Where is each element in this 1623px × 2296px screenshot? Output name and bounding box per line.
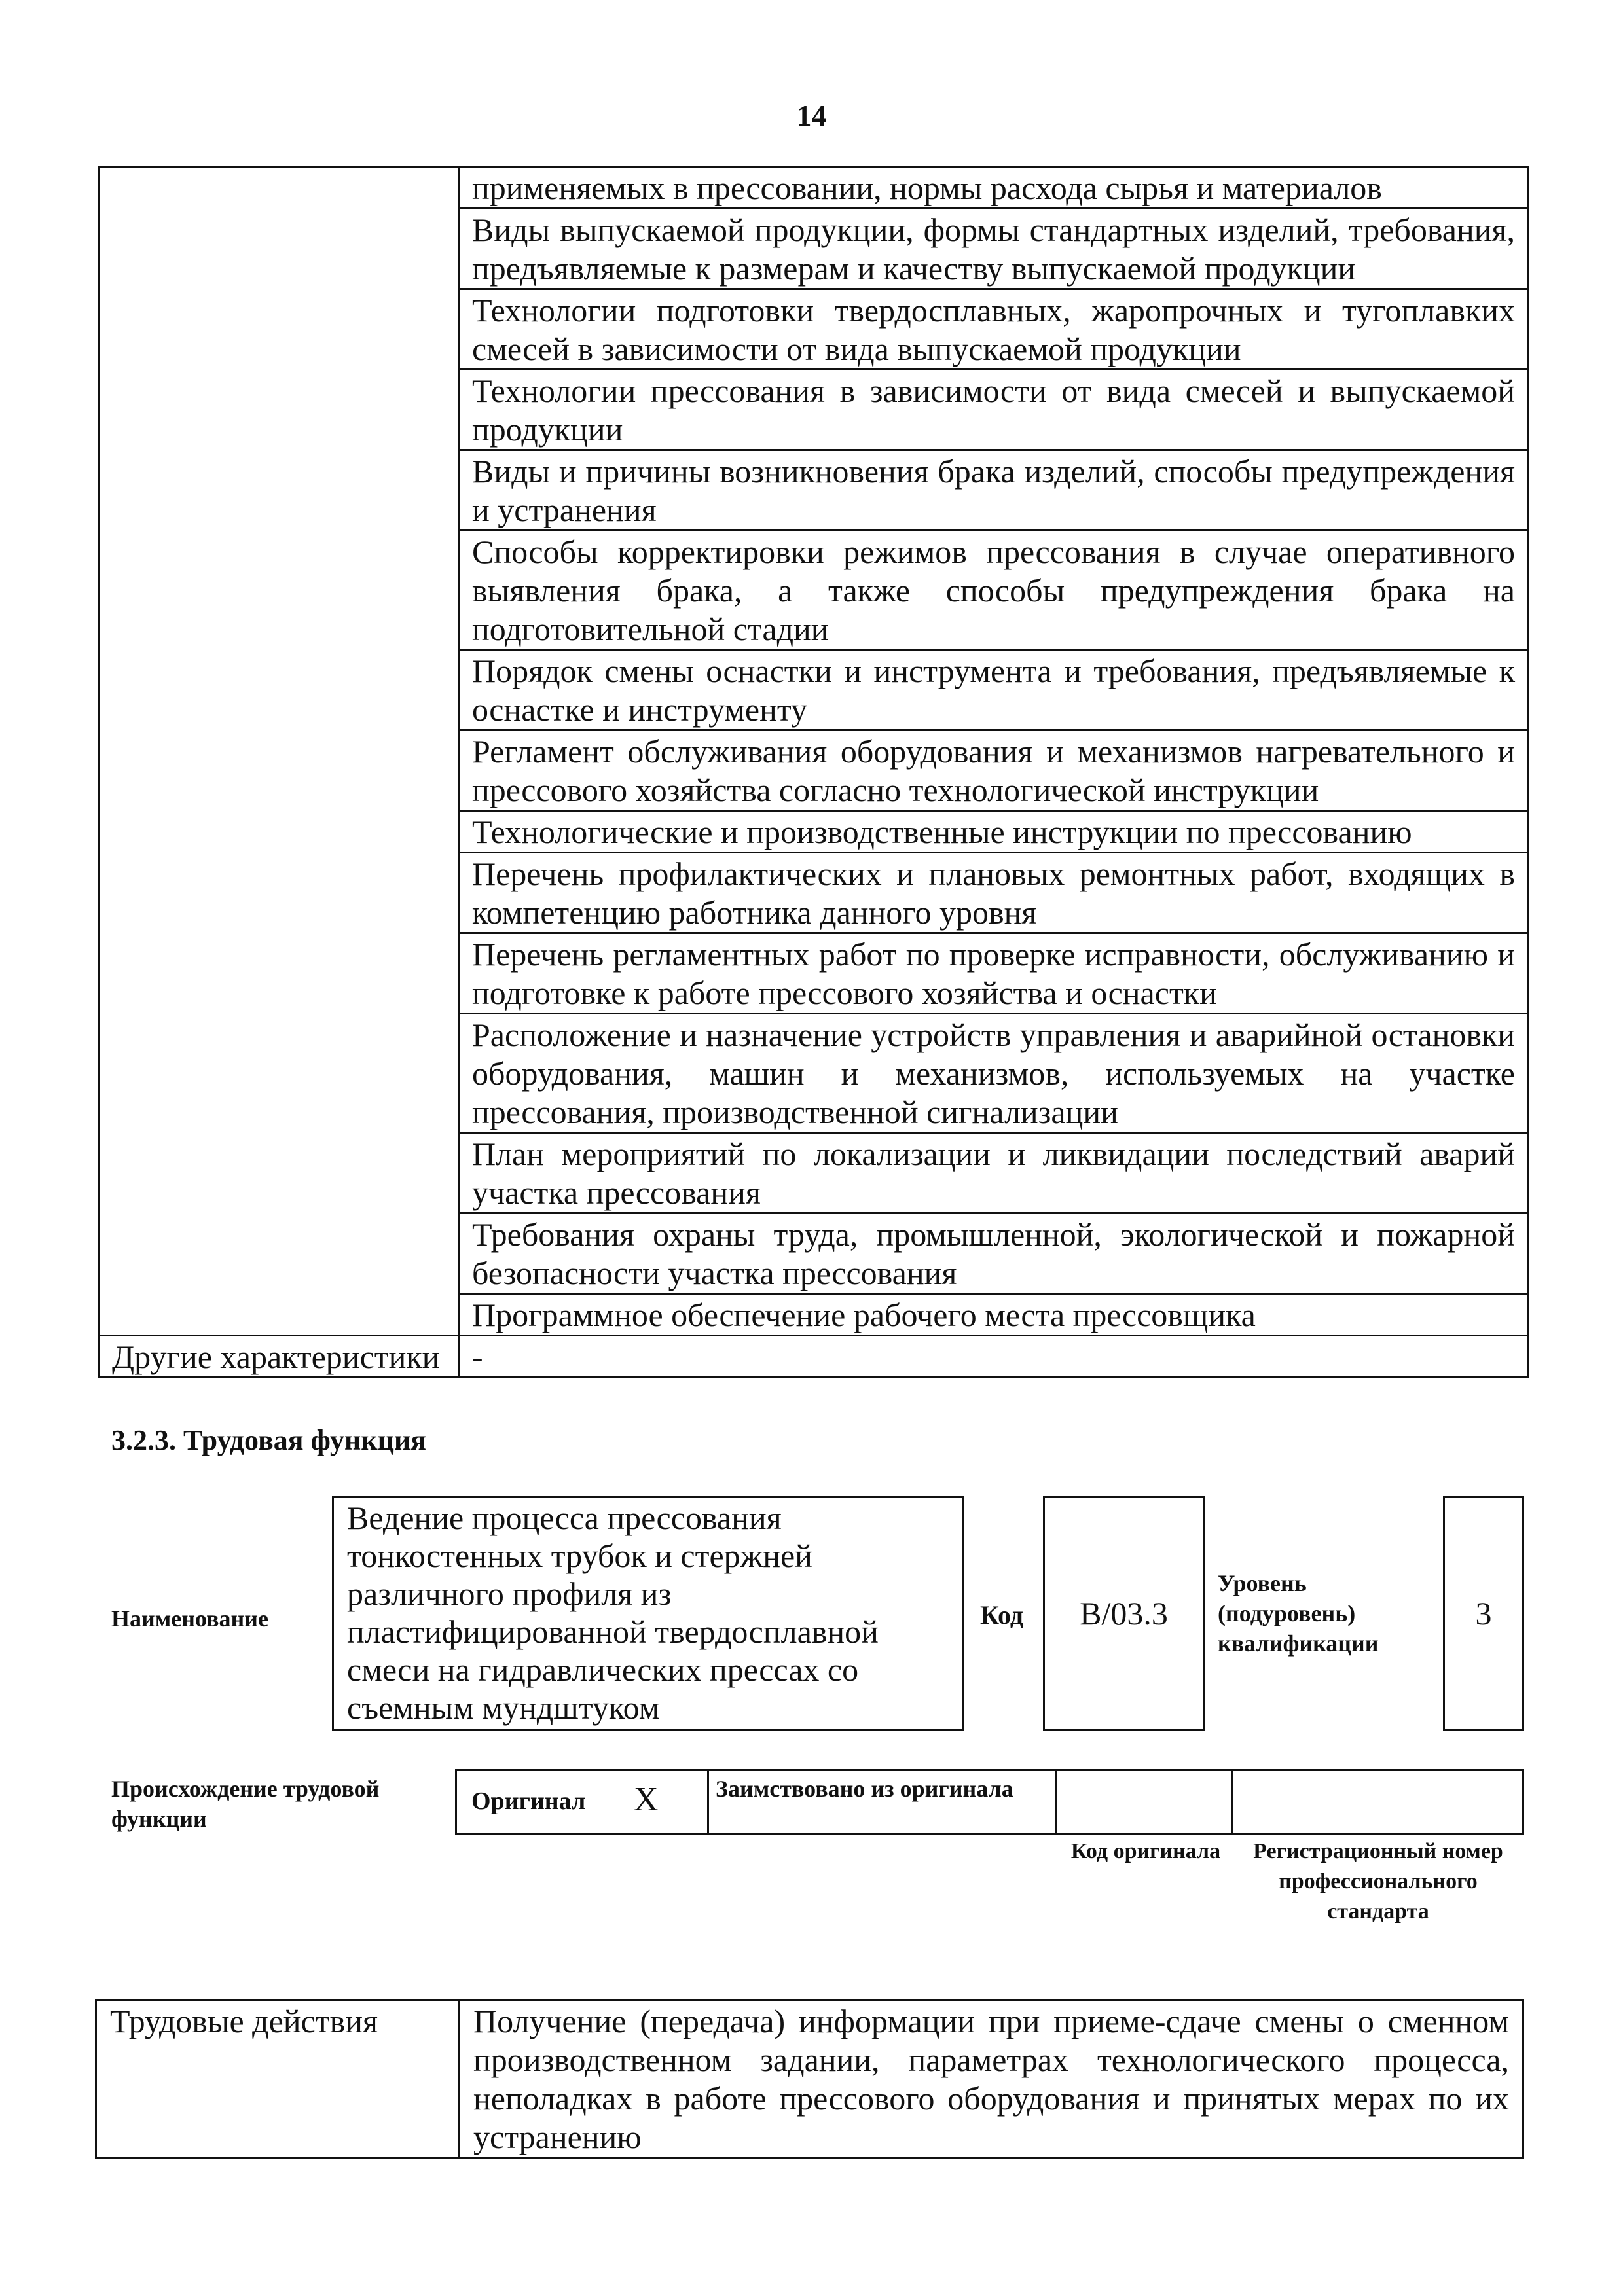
knowledge-item: Перечень регламентных работ по проверке исправности, обслуживанию и подготовке к работе прессового хозяйства и оснастки — [460, 933, 1528, 1014]
original-cell — [457, 1771, 709, 1833]
function-name-box: Ведение процесса прессования тонкостенных трубок и стержней различного профиля из пластифицированной твердосплавной смеси на гидравлических прессах со съемным мундштуком — [332, 1496, 964, 1731]
knowledge-item: План мероприятий по локализации и ликвидации последствий аварий участка прессования — [460, 1133, 1528, 1213]
knowledge-item: Регламент обслуживания оборудования и механизмов нагревательного и прессового хозяйства согласно технологической инструкции — [460, 730, 1528, 811]
name-label: Наименование — [111, 1605, 268, 1632]
level-label: Уровень (подуровень) квалификации — [1218, 1570, 1379, 1657]
knowledge-item: Перечень профилактических и плановых ремонтных работ, входящих в компетенцию работника данного уровня — [460, 853, 1528, 933]
origin-row — [455, 1769, 1524, 1835]
knowledge-item: Расположение и назначение устройств управления и аварийной остановки оборудования, машин и механизмов, используемых на участке прессования, производственной сигнализации — [460, 1014, 1528, 1133]
table-row — [96, 2000, 1523, 2158]
table-row — [100, 167, 1528, 209]
code-value-box: B/03.3 — [1043, 1496, 1205, 1731]
knowledge-item: Способы корректировки режимов прессования в случае оперативного выявления брака, а также способы предупреждения брака на подготовительной стадии — [460, 531, 1528, 650]
knowledge-table — [98, 166, 1529, 1378]
original-label: Оригинал — [471, 1787, 586, 1815]
knowledge-item: применяемых в прессовании, нормы расхода сырья и материалов — [460, 167, 1528, 209]
knowledge-item: Технологии подготовки твердосплавных, жаропрочных и тугоплавких смесей в зависимости от вида выпускаемой продукции — [460, 289, 1528, 370]
knowledge-label-cell — [100, 167, 460, 1336]
table-row — [100, 1336, 1528, 1378]
borrowed-cell — [709, 1771, 1057, 1833]
knowledge-item: Требования охраны труда, промышленной, экологической и пожарной безопасности участка прессования — [460, 1213, 1528, 1294]
labor-actions-table — [95, 1999, 1524, 2159]
level-value-box: 3 — [1443, 1496, 1524, 1731]
registration-number-cell — [1233, 1771, 1522, 1833]
knowledge-item: Виды выпускаемой продукции, формы стандартных изделий, требования, предъявляемые к размерам и качеству выпускаемой продукции — [460, 209, 1528, 289]
page-number: 14 — [796, 99, 827, 132]
other-characteristics-value: - — [460, 1336, 1528, 1378]
section-title: 3.2.3. Трудовая функция — [111, 1424, 427, 1456]
knowledge-item: Виды и причины возникновения брака изделий, способы предупреждения и устранения — [460, 450, 1528, 531]
labor-action-text: Получение (передача) информации при приеме-сдаче смены о сменном производственном задании, параметрах технологического процесса, неполадках в работе прессового оборудования и принятых мерах по их устранению — [460, 2000, 1523, 2158]
original-mark: X — [634, 1781, 659, 1818]
knowledge-item: Технологии прессования в зависимости от вида смесей и выпускаемой продукции — [460, 370, 1528, 450]
knowledge-item: Технологические и производственные инструкции по прессованию — [460, 811, 1528, 853]
code-caption: Код оригинала — [1070, 1839, 1221, 1863]
origin-label: Происхождение трудовой функции — [111, 1776, 380, 1832]
registration-caption: Регистрационный номер профессионального стандарта — [1253, 1839, 1503, 1924]
knowledge-item: Программное обеспечение рабочего места прессовщика — [460, 1294, 1528, 1336]
code-label: Код — [980, 1600, 1024, 1630]
knowledge-item: Порядок смены оснастки и инструмента и требования, предъявляемые к оснастке и инструменту — [460, 650, 1528, 730]
borrowed-label: Заимствовано из оригинала — [716, 1776, 1013, 1802]
labor-actions-label: Трудовые действия — [96, 2000, 460, 2158]
original-code-cell — [1057, 1771, 1233, 1833]
other-characteristics-label: Другие характеристики — [100, 1336, 460, 1378]
